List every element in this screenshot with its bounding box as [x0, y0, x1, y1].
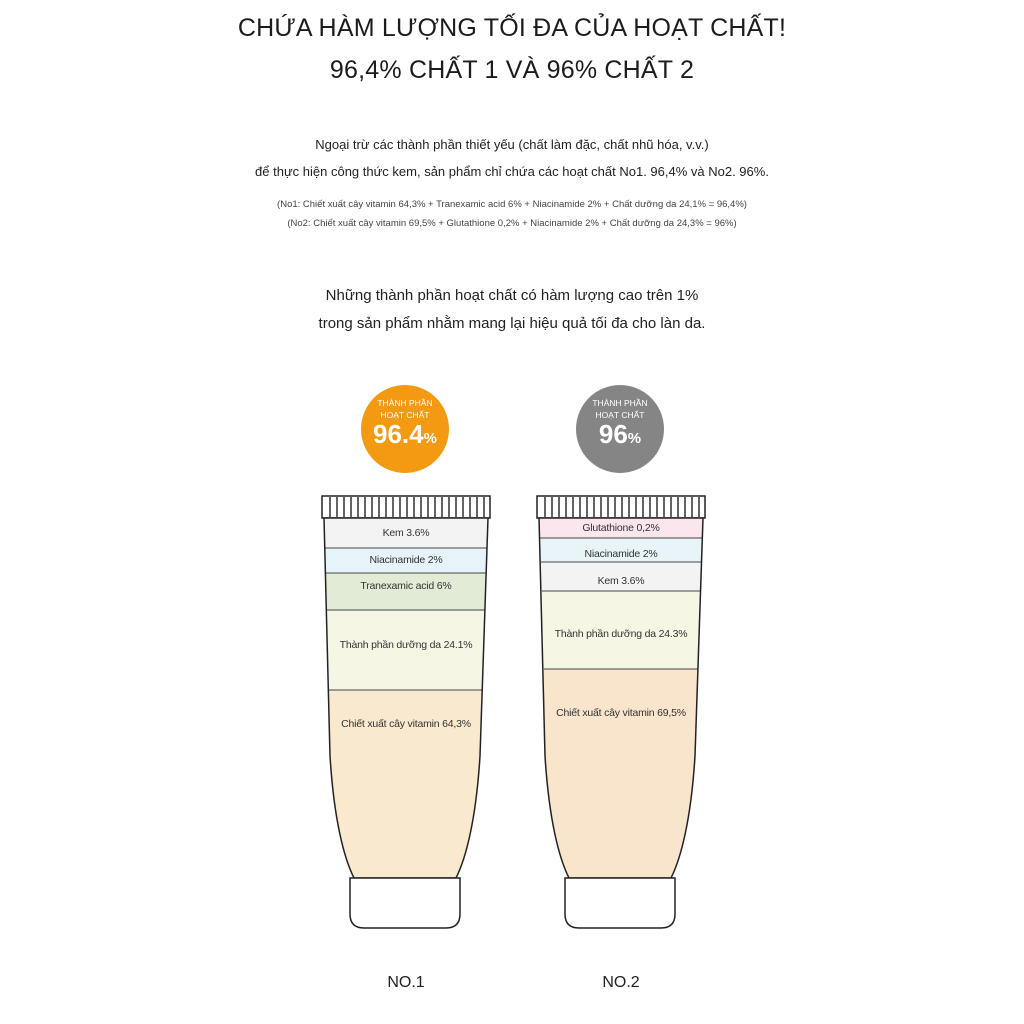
- intro-line-2: để thực hiện công thức kem, sản phẩm chỉ chứa các hoạt chất No1. 96,4% và No2. 96%.: [255, 164, 769, 179]
- layer-label: Thành phần dưỡng da 24.1%: [339, 639, 473, 651]
- intro-note-2: (No2: Chiết xuất cây vitamin 69,5% + Glutathione 0,2% + Niacinamide 2% + Chất dưỡng da 24,3% = 96%): [287, 218, 737, 229]
- layer-label: Niacinamide 2%: [369, 554, 443, 566]
- badge-label-2: HOẠT CHẤT: [380, 410, 430, 420]
- layer-label: Glutathione 0,2%: [582, 522, 660, 534]
- subheading-line-1: Những thành phần hoạt chất có hàm lượng cao trên 1%: [325, 287, 699, 304]
- layer-label: Tranexamic acid 6%: [360, 580, 452, 592]
- badge-label-1: THÀNH PHẦN: [592, 398, 648, 408]
- badge-label-1: THÀNH PHẦN: [377, 398, 433, 408]
- layer-label: Niacinamide 2%: [584, 548, 658, 560]
- layer-label: Thành phần dưỡng da 24.3%: [554, 628, 688, 640]
- layer-label: Kem 3.6%: [597, 575, 645, 587]
- product-name-no2: NO.2: [602, 974, 640, 991]
- tube-cap: [565, 878, 675, 928]
- badge-value: 96%: [598, 419, 642, 449]
- headline-line-2: 96,4% CHẤT 1 VÀ 96% CHẤT 2: [329, 56, 695, 84]
- layer-label: Chiết xuất cây vitamin 64,3%: [341, 718, 471, 730]
- intro-note-1: (No1: Chiết xuất cây vitamin 64,3% + Tranexamic acid 6% + Niacinamide 2% + Chất dưỡng da 24,1% = 96,4%): [277, 199, 747, 210]
- badge-label-2: HOẠT CHẤT: [595, 410, 645, 420]
- subheading-line-2: trong sản phẩm nhằm mang lại hiệu quả tối đa cho làn da.: [318, 315, 706, 332]
- intro-line-1: Ngoại trừ các thành phần thiết yếu (chất làm đặc, chất nhũ hóa, v.v.): [315, 137, 709, 152]
- tube-cap: [350, 878, 460, 928]
- tube-crimp: [537, 496, 705, 518]
- product-name-no1: NO.1: [387, 974, 425, 991]
- headline-line-1: CHỨA HÀM LƯỢNG TỐI ĐA CỦA HOẠT CHẤT!: [237, 14, 787, 42]
- badge-value: 96.4%: [373, 419, 437, 449]
- layer-label: Chiết xuất cây vitamin 69,5%: [556, 707, 686, 719]
- layer-label: Kem 3.6%: [382, 527, 430, 539]
- tube-crimp: [322, 496, 490, 518]
